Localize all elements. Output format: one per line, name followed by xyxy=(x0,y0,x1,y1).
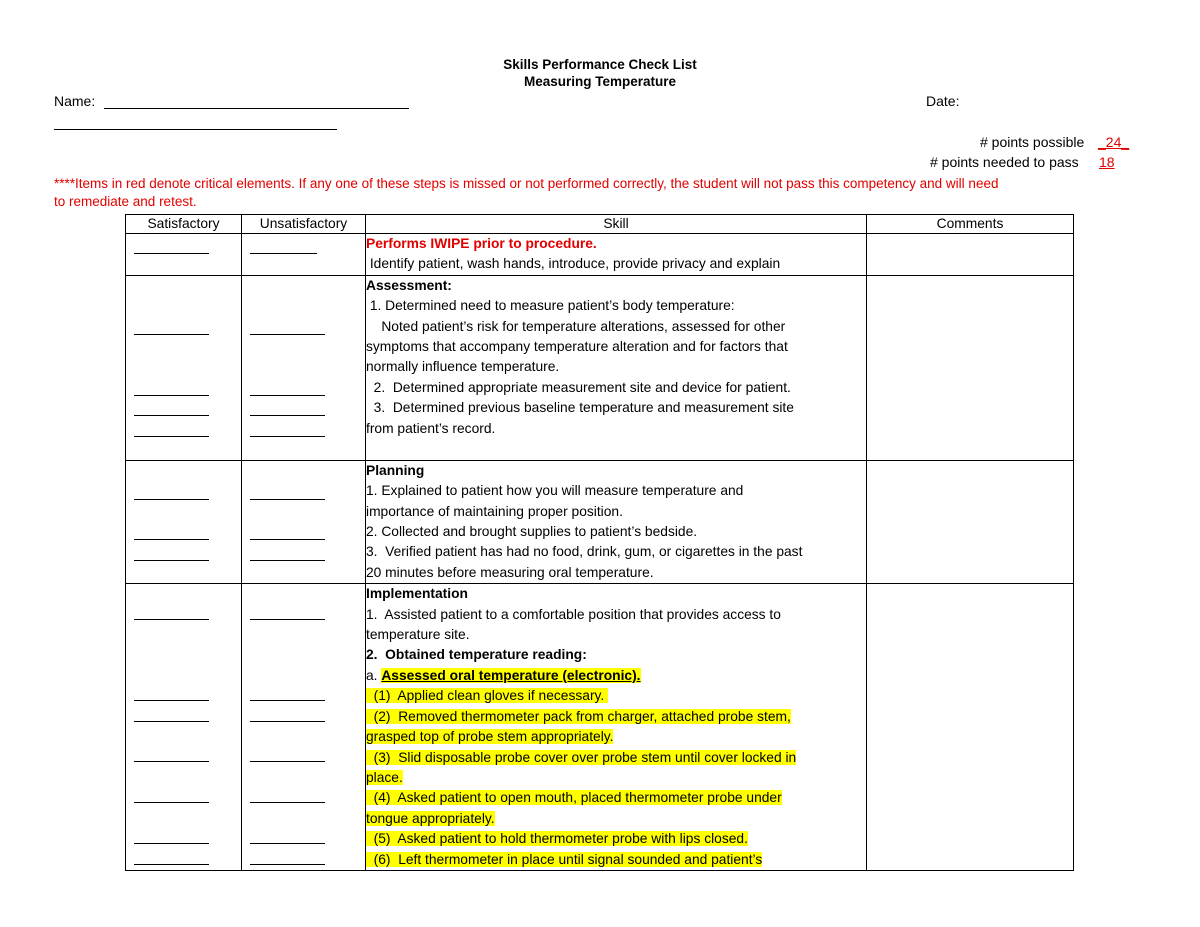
oral-temperature-heading: Assessed oral temperature (electronic). xyxy=(381,667,641,683)
assessment-line: 2. Determined appropriate measurement site and device for patient. xyxy=(366,379,791,395)
satisfactory-blank[interactable] xyxy=(134,619,209,620)
critical-note xyxy=(54,175,1194,211)
unsatisfactory-cell xyxy=(242,460,366,583)
page-subtitle: Measuring Temperature xyxy=(523,74,677,89)
unsatisfactory-blank[interactable] xyxy=(250,334,325,335)
unsatisfactory-blank[interactable] xyxy=(250,864,325,865)
implementation-line xyxy=(366,666,866,686)
implementation-line: 1. Assisted patient to a comfortable position that provides access to xyxy=(366,606,781,622)
satisfactory-blank[interactable] xyxy=(134,721,209,722)
points-possible-value: _24_ xyxy=(1098,134,1130,150)
satisfactory-blank[interactable] xyxy=(134,436,209,437)
skill-cell-iwipe xyxy=(366,234,867,276)
satisfactory-blank[interactable] xyxy=(134,415,209,416)
table-row-iwipe xyxy=(126,234,1074,276)
satisfactory-cell xyxy=(126,234,242,276)
unsatisfactory-blank[interactable] xyxy=(250,700,325,701)
highlighted-step: (6) Left thermometer in place until signal sounded and patient’s xyxy=(366,851,763,867)
unsatisfactory-blank[interactable] xyxy=(250,253,317,254)
satisfactory-blank[interactable] xyxy=(134,560,209,561)
table-row-assessment xyxy=(126,275,1074,460)
satisfactory-blank[interactable] xyxy=(134,802,209,803)
assessment-line: normally influence temperature. xyxy=(366,359,560,375)
assessment-line: Noted patient’s risk for temperature alterations, assessed for other xyxy=(366,318,786,334)
planning-title: Planning xyxy=(366,462,425,478)
assessment-line: 3. Determined previous baseline temperature and measurement site xyxy=(366,400,794,416)
col-header-comments: Comments xyxy=(867,215,1074,234)
col-header-satisfactory: Satisfactory xyxy=(126,215,242,234)
satisfactory-blank[interactable] xyxy=(134,334,209,335)
highlighted-step: tongue appropriately. xyxy=(366,810,495,826)
table-header-row xyxy=(126,215,1074,234)
unsatisfactory-blank[interactable] xyxy=(250,843,325,844)
points-needed-value: 18 xyxy=(1099,154,1115,170)
page-title: Skills Performance Check List xyxy=(503,57,697,72)
satisfactory-blank[interactable] xyxy=(134,700,209,701)
points-possible-label: # points possible xyxy=(980,134,1085,150)
col-header-unsatisfactory: Unsatisfactory xyxy=(242,215,366,234)
highlighted-step: (1) Applied clean gloves if necessary. xyxy=(366,688,609,704)
comments-cell[interactable] xyxy=(867,460,1074,583)
unsatisfactory-blank[interactable] xyxy=(250,436,325,437)
highlighted-step: grasped top of probe stem appropriately. xyxy=(366,729,614,745)
skill-cell-planning xyxy=(366,460,867,583)
highlighted-step: (3) Slid disposable probe cover over probe stem until cover locked in xyxy=(366,749,797,765)
critical-note-line-1: ****Items in red denote critical elements. If any one of these steps is missed or not performed correctly, the student will not pass this competency and will need xyxy=(54,176,999,191)
item-prefix: a. xyxy=(366,667,382,683)
comments-cell[interactable] xyxy=(867,584,1074,871)
satisfactory-blank[interactable] xyxy=(134,253,209,254)
unsatisfactory-blank[interactable] xyxy=(250,395,325,396)
highlighted-step: place. xyxy=(366,769,403,785)
unsatisfactory-blank[interactable] xyxy=(250,539,325,540)
name-label: Name: xyxy=(54,93,96,109)
unsatisfactory-blank[interactable] xyxy=(250,560,325,561)
skill-cell-assessment xyxy=(366,275,867,460)
unsatisfactory-blank[interactable] xyxy=(250,499,325,500)
unsatisfactory-cell xyxy=(242,234,366,276)
name-line-continued[interactable] xyxy=(54,129,337,130)
checklist-table xyxy=(125,214,1074,871)
highlighted-step: (5) Asked patient to hold thermometer probe with lips closed. xyxy=(366,831,748,847)
unsatisfactory-blank[interactable] xyxy=(250,415,325,416)
planning-line: 20 minutes before measuring oral temperature. xyxy=(366,564,654,580)
unsatisfactory-blank[interactable] xyxy=(250,721,325,722)
col-header-skill: Skill xyxy=(366,215,867,234)
satisfactory-blank[interactable] xyxy=(134,864,209,865)
satisfactory-blank[interactable] xyxy=(134,499,209,500)
assessment-line: 1. Determined need to measure patient’s body temperature: xyxy=(366,298,735,314)
satisfactory-blank[interactable] xyxy=(134,761,209,762)
implementation-line: 2. Obtained temperature reading: xyxy=(366,647,587,663)
skill-cell-implementation xyxy=(366,584,867,871)
unsatisfactory-blank[interactable] xyxy=(250,619,325,620)
iwipe-line: Identify patient, wash hands, introduce, provide privacy and explain xyxy=(366,256,781,272)
planning-line: 1. Explained to patient how you will measure temperature and xyxy=(366,483,744,499)
unsatisfactory-cell xyxy=(242,275,366,460)
planning-line: importance of maintaining proper position. xyxy=(366,503,623,519)
satisfactory-cell xyxy=(126,584,242,871)
date-label: Date: xyxy=(926,93,960,109)
satisfactory-blank[interactable] xyxy=(134,395,209,396)
iwipe-title: Performs IWIPE prior to procedure. xyxy=(366,236,597,251)
unsatisfactory-blank[interactable] xyxy=(250,802,325,803)
critical-note-line-2: to remediate and retest. xyxy=(54,194,197,209)
comments-cell[interactable] xyxy=(867,275,1074,460)
planning-line: 3. Verified patient has had no food, drink, gum, or cigarettes in the past xyxy=(366,544,803,560)
satisfactory-blank[interactable] xyxy=(134,539,209,540)
assessment-title: Assessment: xyxy=(366,277,452,293)
implementation-title: Implementation xyxy=(366,586,468,602)
assessment-line: from patient’s record. xyxy=(366,420,496,436)
comments-cell[interactable] xyxy=(867,234,1074,276)
satisfactory-blank[interactable] xyxy=(134,843,209,844)
unsatisfactory-cell xyxy=(242,584,366,871)
name-line[interactable] xyxy=(104,108,409,109)
satisfactory-cell xyxy=(126,460,242,583)
planning-line: 2. Collected and brought supplies to patient’s bedside. xyxy=(366,524,698,540)
assessment-line: symptoms that accompany temperature alteration and for factors that xyxy=(366,339,788,355)
table-row-planning xyxy=(126,460,1074,583)
points-needed-label: # points needed to pass xyxy=(930,154,1079,170)
satisfactory-cell xyxy=(126,275,242,460)
implementation-line: temperature site. xyxy=(366,627,470,643)
highlighted-step: (2) Removed thermometer pack from charger, attached probe stem, xyxy=(366,708,791,724)
unsatisfactory-blank[interactable] xyxy=(250,761,325,762)
table-row-implementation xyxy=(126,584,1074,871)
highlighted-step: (4) Asked patient to open mouth, placed thermometer probe under xyxy=(366,790,782,806)
